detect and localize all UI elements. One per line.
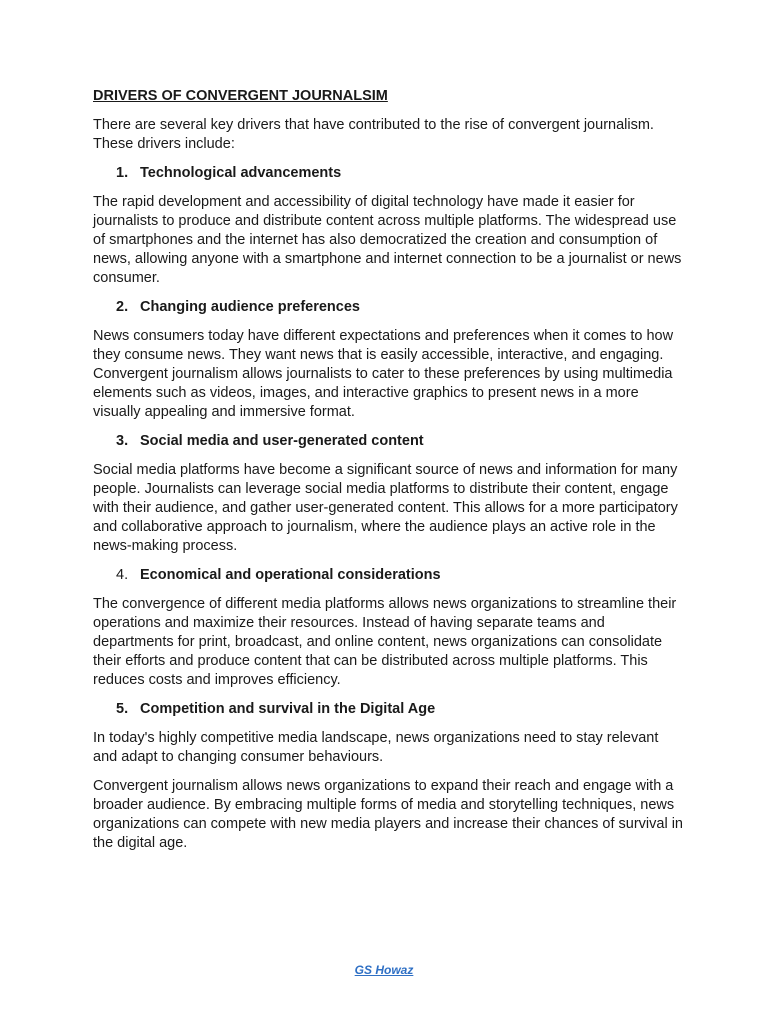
section-heading-text: Technological advancements (140, 165, 342, 181)
section-paragraph: The convergence of different media platforms allows news organizations to streamline their operations and maximize their resources. Instead of having separate teams and departments for print, broadcast, and online content, news organizations can consolidate their efforts and produce content that can be distributed across multiple platforms. This reduces costs and improves efficiency. (93, 596, 677, 688)
section-heading-competition (93, 700, 683, 719)
section-paragraph: Convergent journalism allows news organizations to expand their reach and engage with a broader audience. By embracing multiple forms of media and storytelling techniques, news organizations can compete with new media players and increase their chances of survival in the digital age. (93, 778, 683, 851)
section-heading-technological (93, 164, 683, 183)
section-heading-text: Competition and survival in the Digital Age (140, 701, 436, 717)
section-number: 1. (116, 165, 129, 181)
section-paragraph: Social media platforms have become a significant source of news and information for many people. Journalists can leverage social media platforms to distribute their content, engage with their audience, and gather user-generated content. This allows for a more participatory and collaborative approach to journalism, where the audience plays an active role in the news-making process. (93, 462, 678, 554)
section-heading-text: Changing audience preferences (140, 299, 360, 315)
intro-paragraph: There are several key drivers that have contributed to the rise of convergent journalism. These drivers include: (93, 117, 654, 152)
section-paragraph: In today's highly competitive media landscape, news organizations need to stay relevant and adapt to changing consumer behaviours. (93, 730, 659, 765)
section-number: 3. (116, 433, 129, 449)
section-number: 5. (116, 701, 129, 717)
footer-author-link[interactable]: GS Howaz (354, 963, 414, 977)
document-title: DRIVERS OF CONVERGENT JOURNALSIM (93, 88, 388, 104)
section-heading-economical (93, 566, 683, 585)
section-number: 2. (116, 299, 129, 315)
section-paragraph: News consumers today have different expectations and preferences when it comes to how they consume news. They want news that is easily accessible, interactive, and engaging. Convergent journalism allows journalists to cater to these preferences by using multimedia elements such as videos, images, and interactive graphics to present news in a more visually appealing and immersive format. (93, 328, 674, 420)
section-heading-social-media (93, 432, 683, 451)
section-heading-text: Economical and operational considerations (140, 567, 441, 583)
section-number: 4. (116, 567, 129, 583)
section-heading-text: Social media and user-generated content (140, 433, 424, 449)
section-heading-audience (93, 298, 683, 317)
section-paragraph: The rapid development and accessibility of digital technology have made it easier for journalists to produce and distribute content across multiple platforms. The widespread use of smartphones and the internet has also democratized the creation and consumption of news, allowing anyone with a smartphone and internet connection to be a journalist or news consumer. (93, 194, 682, 286)
document-page (93, 86, 683, 863)
